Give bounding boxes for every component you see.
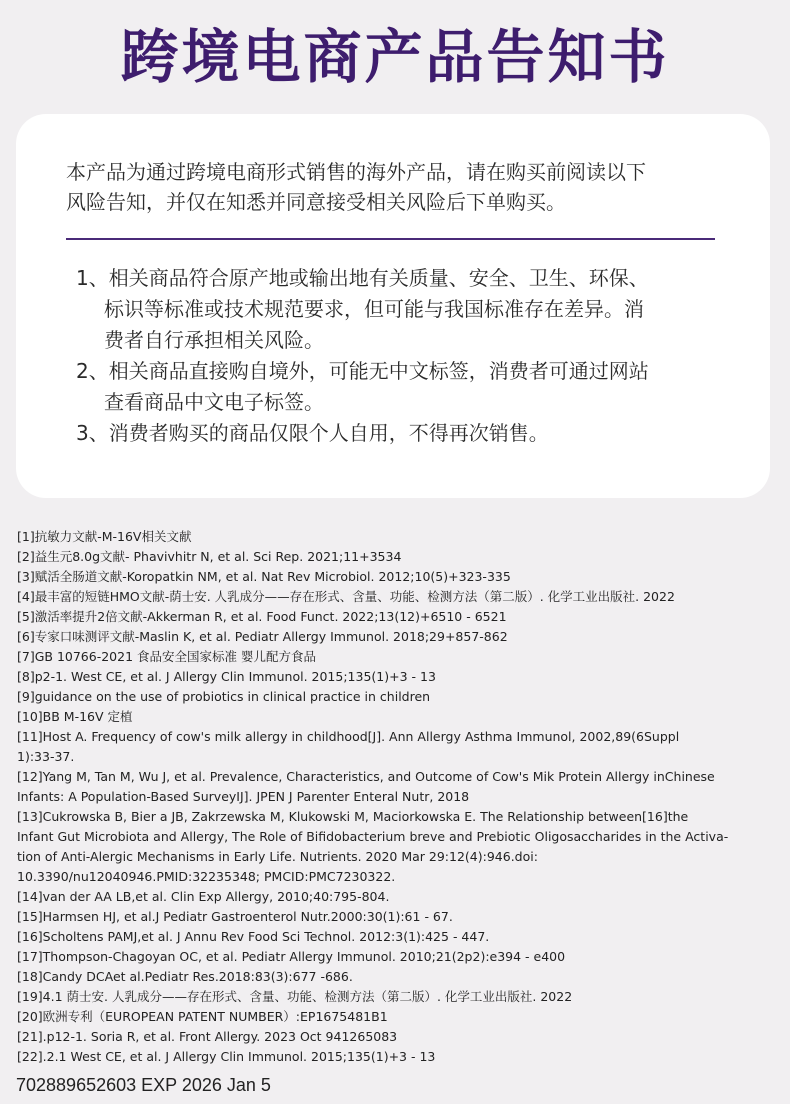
risk-item-1: [76, 263, 716, 356]
reference-line: [13]Cukrowska B, Bier a JB, Zakrzewska M, Klukowski M, Maciorkowska E. The Relationship between[16]the: [17, 809, 689, 824]
intro-line: 风险告知，并仅在知悉并同意接受相关风险后下单购买。: [66, 190, 566, 214]
reference-line: tion of Anti-Alergic Mechanisms in Early Life. Nutrients. 2020 Mar 29:12(4):946.doi:: [17, 849, 538, 864]
reference-line: [2]益生元8.0g文献- Phavivhitr N, et al. Sci Rep. 2021;11+3534: [17, 549, 402, 564]
reference-line: 10.3390/nu12040946.PMID:32235348; PMCID:PMC7230322.: [17, 869, 396, 884]
reference-line: [12]Yang M, Tan M, Wu J, et al. Prevalence, Characteristics, and Outcome of Cow's Mik Protein Allergy inChinese: [17, 769, 715, 784]
reference-line: [5]激活率提升2倍文献-Akkerman R, et al. Food Funct. 2022;13(12)+6510 - 6521: [17, 609, 507, 624]
risk-line: 费者自行承担相关风险。: [104, 328, 324, 352]
reference-line: [15]Harmsen HJ, et al.J Pediatr Gastroenterol Nutr.2000:30(1):61 - 67.: [17, 909, 453, 924]
reference-line: [19]4.1 荫士安. 人乳成分——存在形式、含量、功能、检测方法（第二版）. 化学工业出版社. 2022: [17, 989, 573, 1004]
reference-line: [22].2.1 West CE, et al. J Allergy Clin Immunol. 2015;135(1)+3 - 13: [17, 1049, 436, 1064]
reference-line: Infant Gut Microbiota and Allergy, The Role of Bifidobacterium breve and Prebiotic Oligosaccharides in the Activa-: [17, 829, 729, 844]
reference-line: [3]赋活全肠道文献-Koropatkin NM, et al. Nat Rev Microbiol. 2012;10(5)+323-335: [17, 569, 511, 584]
reference-line: [1]抗敏力文献-M-16V相关文献: [17, 529, 192, 544]
risk-line: 3、消费者购买的商品仅限个人自用，不得再次销售。: [76, 421, 549, 445]
reference-line: [14]van der AA LB,et al. Clin Exp Allergy, 2010;40:795-804.: [17, 889, 390, 904]
reference-line: [10]BB M-16V 定植: [17, 709, 133, 724]
risk-line: 查看商品中文电子标签。: [104, 390, 324, 414]
divider: [66, 238, 715, 240]
reference-line: [4]最丰富的短链HMO文献-荫士安. 人乳成分——存在形式、含量、功能、检测方法（第二版）. 化学工业出版社. 2022: [17, 589, 675, 604]
reference-line: [7]GB 10766-2021 食品安全国家标准 婴儿配方食品: [17, 649, 316, 664]
intro-text: [66, 157, 726, 217]
risk-list: [76, 263, 716, 449]
reference-list: [17, 527, 775, 1067]
risk-line: 2、相关商品直接购自境外，可能无中文标签，消费者可通过网站: [76, 359, 649, 383]
reference-line: [8]p2-1. West CE, et al. J Allergy Clin Immunol. 2015;135(1)+3 - 13: [17, 669, 436, 684]
reference-line: [20]欧洲专利（EUROPEAN PATENT NUMBER）:EP1675481B1: [17, 1009, 388, 1024]
reference-line: [18]Candy DCAet al.Pediatr Res.2018:83(3):677 -686.: [17, 969, 353, 984]
reference-line: 1):33-37.: [17, 749, 75, 764]
reference-line: Infants: A Population-Based SurveyIJ]. JPEN J Parenter Enteral Nutr, 2018: [17, 789, 470, 804]
risk-line: 1、相关商品符合原产地或输出地有关质量、安全、卫生、环保、: [76, 266, 649, 290]
reference-line: [6]专家口味测评文献-Maslin K, et al. Pediatr Allergy Immunol. 2018;29+857-862: [17, 629, 508, 644]
product-code: 702889652603 EXP 2026 Jan 5: [16, 1075, 271, 1095]
intro-line: 本产品为通过跨境电商形式销售的海外产品，请在购买前阅读以下: [66, 160, 646, 184]
reference-line: [9]guidance on the use of probiotics in clinical practice in children: [17, 689, 431, 704]
reference-line: [17]Thompson-Chagoyan OC, et al. Pediatr Allergy Immunol. 2010;21(2p2):e394 - e400: [17, 949, 566, 964]
page-title: 跨境电商产品告知书: [120, 23, 670, 91]
reference-line: [16]Scholtens PAMJ,et al. J Annu Rev Food Sci Technol. 2012:3(1):425 - 447.: [17, 929, 490, 944]
reference-line: [21].p12-1. Soria R, et al. Front Allergy. 2023 Oct 941265083: [17, 1029, 398, 1044]
risk-line: 标识等标准或技术规范要求，但可能与我国标准存在差异。消: [104, 297, 644, 321]
reference-line: [11]Host A. Frequency of cow's milk allergy in childhood[J]. Ann Allergy Asthma Immunol, 2002,89(6Suppl: [17, 729, 680, 744]
risk-item-3: [76, 418, 716, 449]
risk-item-2: [76, 356, 716, 418]
